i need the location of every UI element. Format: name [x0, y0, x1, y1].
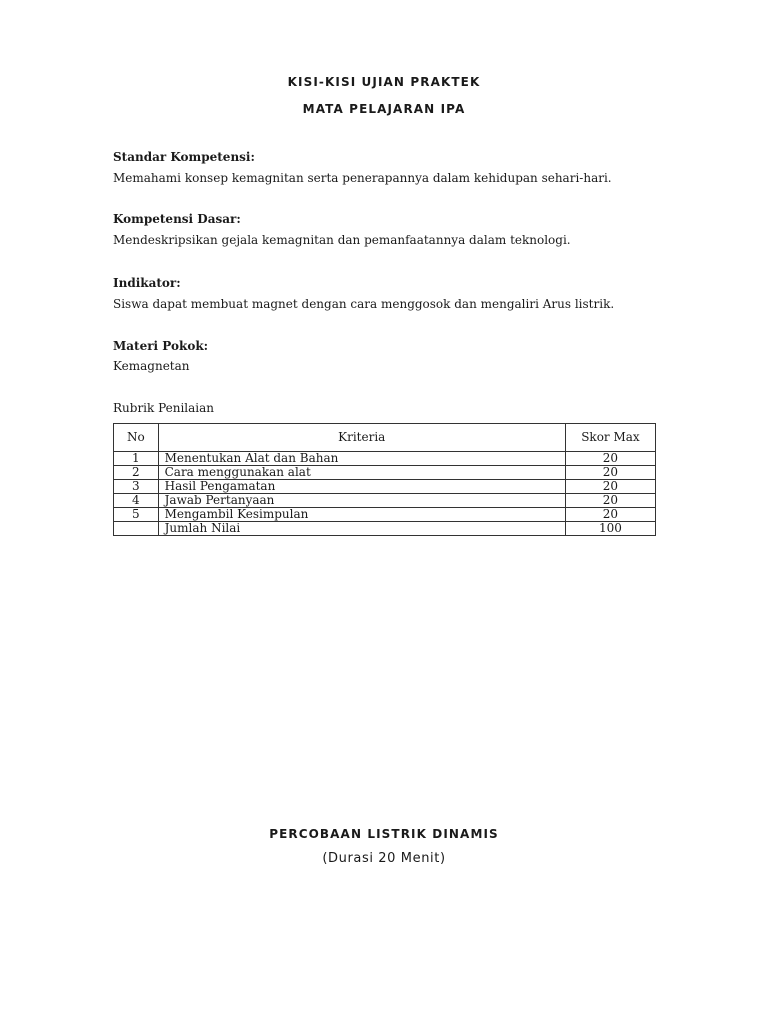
kompetensi-dasar-text: Mendeskripsikan gejala kemagnitan dan pemanfaatannya dalam teknologi. — [113, 233, 571, 247]
total-row — [114, 522, 656, 536]
row-skor: 20 — [565, 494, 655, 508]
experiment-title: PERCOBAAN LISTRIK DINAMIS — [269, 827, 499, 841]
row-skor: 20 — [565, 508, 655, 522]
document-title: KISI-KISI UJIAN PRAKTEK — [287, 75, 481, 89]
standar-kompetensi-text: Memahami konsep kemagnitan serta penerapannya dalam kehidupan sehari-hari. — [113, 171, 612, 185]
column-header-kriteria: Kriteria — [158, 424, 565, 452]
row-no: 3 — [114, 480, 159, 494]
row-skor: 20 — [565, 480, 655, 494]
row-no: 5 — [114, 508, 159, 522]
table-row — [114, 452, 656, 466]
row-kriteria: Mengambil Kesimpulan — [158, 508, 565, 522]
column-header-skor: Skor Max — [565, 424, 655, 452]
table-row — [114, 466, 656, 480]
row-no: 4 — [114, 494, 159, 508]
table-row — [114, 508, 656, 522]
row-skor: 20 — [565, 452, 655, 466]
indikator-text: Siswa dapat membuat magnet dengan cara menggosok dan mengaliri Arus listrik. — [113, 297, 615, 311]
column-header-no: No — [114, 424, 159, 452]
total-label: Jumlah Nilai — [158, 522, 565, 536]
indikator-label: Indikator: — [113, 276, 181, 290]
table-row — [114, 480, 656, 494]
row-kriteria: Menentukan Alat dan Bahan — [158, 452, 565, 466]
kompetensi-dasar-label: Kompetensi Dasar: — [113, 212, 241, 226]
row-no: 2 — [114, 466, 159, 480]
total-skor: 100 — [565, 522, 655, 536]
rubric-header-row — [114, 424, 656, 452]
standar-kompetensi-label: Standar Kompetensi: — [113, 150, 255, 164]
row-kriteria: Hasil Pengamatan — [158, 480, 565, 494]
row-skor: 20 — [565, 466, 655, 480]
rubric-title: Rubrik Penilaian — [113, 401, 215, 415]
materi-pokok-label: Materi Pokok: — [113, 339, 209, 353]
document-subtitle: MATA PELAJARAN IPA — [302, 102, 466, 116]
total-no — [114, 522, 159, 536]
row-kriteria: Cara menggunakan alat — [158, 466, 565, 480]
row-kriteria: Jawab Pertanyaan — [158, 494, 565, 508]
rubric-table — [113, 423, 656, 536]
materi-pokok-text: Kemagnetan — [113, 359, 190, 373]
experiment-duration: (Durasi 20 Menit) — [322, 851, 446, 866]
table-row — [114, 494, 656, 508]
row-no: 1 — [114, 452, 159, 466]
